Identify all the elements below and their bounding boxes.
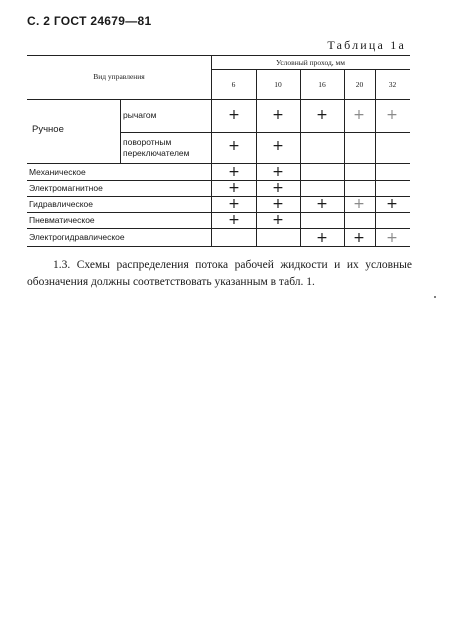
mark: +	[272, 164, 284, 180]
mark: +	[228, 164, 240, 180]
mark: +	[353, 230, 365, 246]
size-10-header: 10	[274, 80, 282, 89]
mark: +	[272, 107, 284, 123]
mark: +	[316, 107, 328, 123]
mark: +	[316, 196, 328, 212]
mark: +	[272, 138, 284, 154]
row-electromagnetic: Электромагнитное	[29, 183, 103, 193]
mark: +	[228, 180, 240, 196]
nominal-bore-header: Условный проход, мм	[275, 58, 346, 67]
mark: +	[272, 196, 284, 212]
row-manual: Ручное	[32, 124, 64, 135]
row-rotary-line1: поворотным	[123, 137, 172, 147]
mark: +	[228, 212, 240, 228]
mark: +	[272, 180, 284, 196]
mark: +	[386, 230, 398, 246]
row-rotary-line2: переключателем	[123, 148, 190, 158]
mark: +	[386, 107, 398, 123]
table-caption: Таблица 1а	[327, 38, 406, 52]
control-type-header: Вид управления	[93, 72, 145, 81]
page-header: С. 2 ГОСТ 24679—81	[27, 14, 152, 28]
mark: +	[228, 138, 240, 154]
mark: +	[316, 230, 328, 246]
row-lever: рычагом	[123, 110, 157, 120]
scan-speck	[434, 296, 436, 298]
mark: +	[228, 196, 240, 212]
row-hydraulic: Гидравлическое	[29, 199, 93, 209]
row-pneumatic: Пневматическое	[29, 215, 95, 225]
mark: +	[353, 196, 365, 212]
mark: +	[272, 212, 284, 228]
paragraph-1-3: 1.3. Схемы распределения потока рабочей жидкости и их условные обозначения должны соответствовать указанным в табл. 1.	[27, 259, 412, 288]
row-mechanical: Механическое	[29, 167, 86, 177]
mark: +	[228, 107, 240, 123]
mark: +	[353, 107, 365, 123]
size-20-header: 20	[355, 80, 364, 89]
size-32-header: 32	[388, 80, 397, 89]
size-16-header: 16	[318, 80, 326, 89]
size-6-header: 6	[231, 80, 236, 89]
mark: +	[386, 196, 398, 212]
row-electrohydraulic: Электрогидравлическое	[29, 232, 125, 242]
